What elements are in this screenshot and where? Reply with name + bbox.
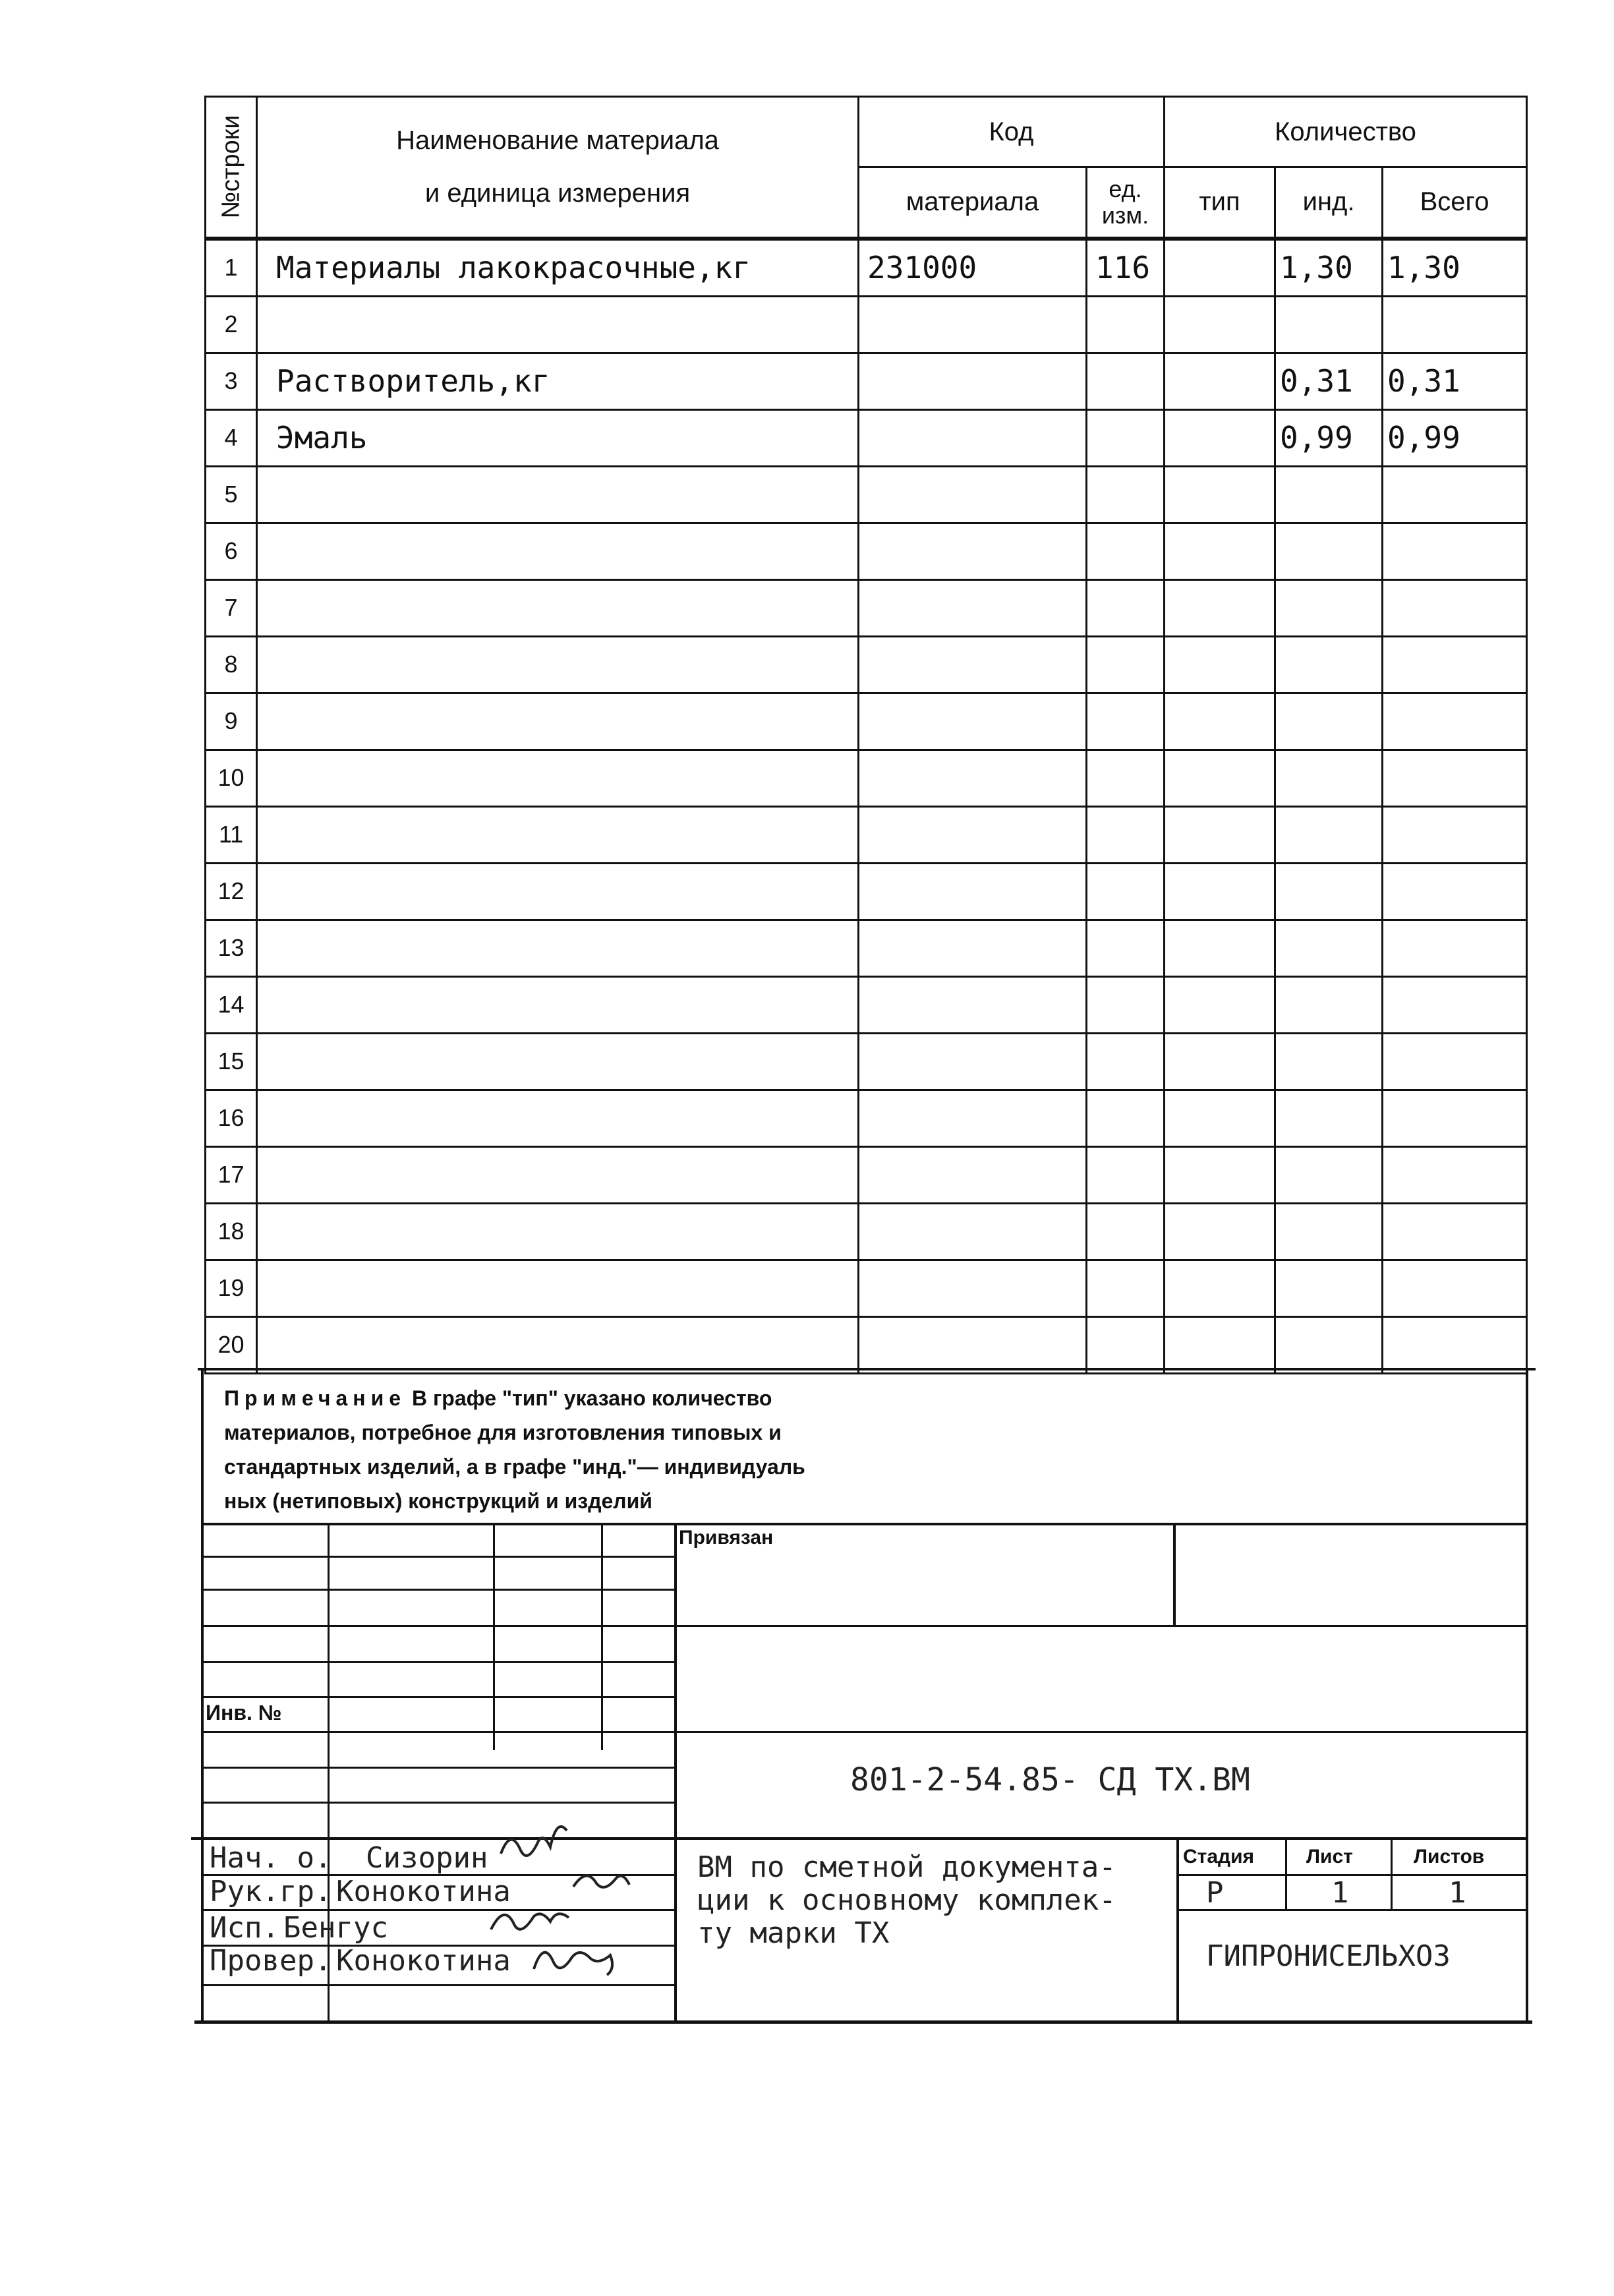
table-row	[206, 239, 1527, 297]
individual-quantity-cell	[1275, 1203, 1383, 1260]
individual-quantity-cell: 0,99	[1275, 409, 1383, 466]
description-line-3: ту марки ТХ	[697, 1916, 890, 1950]
individual-quantity-cell	[1275, 466, 1383, 523]
stage-value: Р	[1206, 1876, 1224, 1910]
individual-quantity-cell	[1275, 523, 1383, 579]
total-quantity-cell	[1383, 296, 1527, 353]
row-number-cell: 1	[206, 239, 257, 297]
note-text-line-2: материалов, потребное для изготовления типовых и	[224, 1421, 782, 1444]
material-code-cell	[859, 1033, 1087, 1090]
row-number-cell: 6	[206, 523, 257, 579]
type-quantity-cell	[1165, 239, 1275, 297]
material-code-cell	[859, 466, 1087, 523]
divider	[201, 1523, 1527, 1525]
note-text-line-1: В графе "тип" указано количество	[411, 1386, 772, 1410]
individual-quantity-cell	[1275, 1260, 1383, 1316]
unit-code-cell: 116	[1087, 239, 1165, 297]
material-name-cell	[257, 1033, 859, 1090]
unit-code-cell	[1087, 806, 1165, 863]
row-number-cell: 16	[206, 1090, 257, 1146]
total-quantity-cell	[1383, 1203, 1527, 1260]
row-number-cell: 19	[206, 1260, 257, 1316]
individual-quantity-cell	[1275, 296, 1383, 353]
material-name-cell	[257, 579, 859, 636]
row-number-header: №строки	[206, 97, 257, 239]
individual-quantity-cell: 1,30	[1275, 239, 1383, 297]
unit-code-header: ед. изм.	[1087, 167, 1165, 239]
sheet-value: 1	[1331, 1876, 1349, 1910]
signature-role-2: Рук.гр.	[210, 1875, 332, 1908]
signature-name-1: Сизорин	[366, 1841, 488, 1875]
total-quantity-cell	[1383, 523, 1527, 579]
stage-label: Стадия	[1183, 1846, 1255, 1868]
material-code-cell	[859, 1090, 1087, 1146]
total-quantity-cell	[1383, 579, 1527, 636]
individual-quantity-cell: 0,31	[1275, 353, 1383, 409]
divider	[201, 1589, 676, 1591]
unit-code-cell	[1087, 1316, 1165, 1373]
table-row	[206, 920, 1527, 976]
material-name-cell	[257, 1316, 859, 1373]
table-row	[206, 1090, 1527, 1146]
row-number-cell: 17	[206, 1146, 257, 1203]
row-number-cell: 7	[206, 579, 257, 636]
type-quantity-cell	[1165, 1203, 1275, 1260]
table-row	[206, 409, 1527, 466]
divider	[201, 1661, 676, 1663]
unit-code-cell	[1087, 523, 1165, 579]
note-text-line-4: ных (нетиповых) конструкций и изделий	[224, 1489, 652, 1513]
table-row	[206, 750, 1527, 806]
total-quantity-cell	[1383, 920, 1527, 976]
individual-quantity-cell	[1275, 1033, 1383, 1090]
total-quantity-cell: 0,31	[1383, 353, 1527, 409]
unit-code-cell	[1087, 409, 1165, 466]
divider	[201, 1625, 1527, 1627]
total-quantity-cell	[1383, 1260, 1527, 1316]
materials-table	[204, 96, 1528, 1374]
type-quantity-cell	[1165, 523, 1275, 579]
individual-quantity-cell	[1275, 976, 1383, 1033]
type-quantity-cell	[1165, 1316, 1275, 1373]
signature-name-3: Бенгус	[283, 1911, 388, 1945]
unit-code-cell	[1087, 920, 1165, 976]
unit-code-cell	[1087, 863, 1165, 920]
total-quantity-cell	[1383, 466, 1527, 523]
material-code-cell	[859, 579, 1087, 636]
type-quantity-cell	[1165, 1033, 1275, 1090]
material-name-cell	[257, 920, 859, 976]
unit-code-cell	[1087, 1033, 1165, 1090]
divider	[1176, 1874, 1527, 1876]
material-code-cell	[859, 1203, 1087, 1260]
row-number-cell: 5	[206, 466, 257, 523]
type-quantity-cell	[1165, 296, 1275, 353]
table-row	[206, 806, 1527, 863]
unit-code-cell	[1087, 1146, 1165, 1203]
divider	[201, 1767, 676, 1769]
total-quantity-cell: 1,30	[1383, 239, 1527, 297]
material-name-cell	[257, 1260, 859, 1316]
unit-code-cell	[1087, 1260, 1165, 1316]
type-quantity-cell	[1165, 1090, 1275, 1146]
material-name-cell	[257, 1146, 859, 1203]
type-quantity-cell	[1165, 1146, 1275, 1203]
material-name-cell	[257, 863, 859, 920]
table-row	[206, 1260, 1527, 1316]
material-code-cell	[859, 296, 1087, 353]
total-quantity-cell	[1383, 636, 1527, 693]
type-quantity-cell	[1165, 636, 1275, 693]
individual-quantity-cell	[1275, 806, 1383, 863]
unit-code-cell	[1087, 296, 1165, 353]
description-line-1: ВМ по сметной документа-	[697, 1850, 1116, 1884]
material-code-header: материала	[859, 167, 1087, 239]
material-name-cell	[257, 976, 859, 1033]
divider	[1176, 1909, 1527, 1911]
table-row	[206, 1033, 1527, 1090]
table-header	[206, 97, 1527, 239]
type-quantity-cell	[1165, 806, 1275, 863]
divider	[1391, 1837, 1393, 1910]
unit-code-cell	[1087, 353, 1165, 409]
individual-quantity-cell	[1275, 636, 1383, 693]
material-code-cell	[859, 806, 1087, 863]
individual-quantity-cell	[1275, 693, 1383, 750]
description-line-2: ции к основному комплек-	[697, 1883, 1116, 1917]
type-quantity-cell	[1165, 1260, 1275, 1316]
divider	[1285, 1837, 1287, 1910]
table-row	[206, 1203, 1527, 1260]
code-header: Код	[859, 97, 1165, 167]
type-quantity-cell	[1165, 579, 1275, 636]
note-heading: Примечание	[224, 1386, 407, 1410]
row-number-cell: 8	[206, 636, 257, 693]
individual-quantity-cell	[1275, 1090, 1383, 1146]
total-quantity-cell: 0,99	[1383, 409, 1527, 466]
type-quantity-cell	[1165, 920, 1275, 976]
material-name-cell	[257, 466, 859, 523]
type-quantity-cell	[1165, 466, 1275, 523]
unit-code-cell	[1087, 750, 1165, 806]
sheet-label: Лист	[1306, 1846, 1353, 1868]
material-name-header: Наименование материала и единица измерения	[257, 97, 859, 239]
unit-code-cell	[1087, 579, 1165, 636]
row-number-cell: 12	[206, 863, 257, 920]
material-code-cell	[859, 750, 1087, 806]
note	[224, 1381, 1180, 1518]
row-number-cell: 14	[206, 976, 257, 1033]
quantity-header: Количество	[1165, 97, 1527, 167]
total-quantity-cell	[1383, 1033, 1527, 1090]
signature-role-1: Нач. о.	[210, 1841, 332, 1875]
row-number-cell: 11	[206, 806, 257, 863]
material-code-cell	[859, 1146, 1087, 1203]
material-name-cell	[257, 693, 859, 750]
material-name-cell: Растворитель,кг	[257, 353, 859, 409]
divider	[1176, 1837, 1179, 2024]
total-quantity-cell	[1383, 1146, 1527, 1203]
material-code-cell	[859, 920, 1087, 976]
type-quantity-cell	[1165, 750, 1275, 806]
unit-code-cell	[1087, 466, 1165, 523]
row-number-cell: 9	[206, 693, 257, 750]
table-body	[206, 239, 1527, 1374]
unit-code-cell	[1087, 636, 1165, 693]
row-number-cell: 20	[206, 1316, 257, 1373]
unit-code-cell	[1087, 976, 1165, 1033]
total-quantity-cell	[1383, 806, 1527, 863]
divider	[198, 1368, 1536, 1370]
total-quantity-cell	[1383, 863, 1527, 920]
type-quantity-cell	[1165, 693, 1275, 750]
individual-quantity-cell	[1275, 750, 1383, 806]
material-code-cell	[859, 636, 1087, 693]
material-code-cell	[859, 976, 1087, 1033]
divider	[201, 1802, 676, 1804]
row-number-cell: 13	[206, 920, 257, 976]
handwritten-signatures	[488, 1821, 639, 1999]
inventory-label: Инв. №	[206, 1701, 282, 1724]
material-code-cell	[859, 1260, 1087, 1316]
note-text-line-3: стандартных изделий, а в графе "инд."— индивидуаль	[224, 1455, 805, 1479]
divider	[201, 1731, 1527, 1733]
divider	[191, 1837, 1528, 1840]
row-number-cell: 18	[206, 1203, 257, 1260]
individual-quantity-cell	[1275, 1316, 1383, 1373]
divider	[1526, 1368, 1528, 2024]
signature-role-3: Исп.	[210, 1911, 279, 1945]
total-quantity-cell	[1383, 750, 1527, 806]
row-number-cell: 15	[206, 1033, 257, 1090]
unit-code-cell	[1087, 1090, 1165, 1146]
table-row	[206, 636, 1527, 693]
individual-quantity-cell	[1275, 579, 1383, 636]
total-quantity-cell	[1383, 693, 1527, 750]
total-quantity-cell	[1383, 976, 1527, 1033]
individual-quantity-cell	[1275, 1146, 1383, 1203]
table-row	[206, 863, 1527, 920]
material-code-cell	[859, 353, 1087, 409]
individual-quantity-header: инд.	[1275, 167, 1383, 239]
table-row	[206, 976, 1527, 1033]
signature-name-2: Конокотина	[336, 1875, 511, 1908]
signature-role-4: Провер.	[210, 1944, 332, 1978]
table-row	[206, 466, 1527, 523]
table-row	[206, 579, 1527, 636]
divider	[194, 2020, 1532, 2024]
material-name-cell	[257, 523, 859, 579]
material-name-cell: Эмаль	[257, 409, 859, 466]
total-quantity-cell	[1383, 1316, 1527, 1373]
table-row	[206, 1316, 1527, 1373]
document-code: 801-2-54.85- СД ТХ.ВМ	[850, 1761, 1250, 1798]
signature-name-4: Конокотина	[336, 1944, 511, 1978]
unit-code-cell	[1087, 693, 1165, 750]
material-name-cell	[257, 1090, 859, 1146]
type-quantity-cell	[1165, 976, 1275, 1033]
material-name-cell	[257, 806, 859, 863]
material-name-cell: Материалы лакокрасочные,кг	[257, 239, 859, 297]
table-row	[206, 1146, 1527, 1203]
total-quantity-cell	[1383, 1090, 1527, 1146]
type-quantity-cell	[1165, 863, 1275, 920]
row-number-cell: 10	[206, 750, 257, 806]
divider	[201, 1696, 676, 1698]
divider	[674, 1523, 677, 2024]
row-number-cell: 2	[206, 296, 257, 353]
sheets-value: 1	[1449, 1876, 1466, 1910]
individual-quantity-cell	[1275, 863, 1383, 920]
material-code-cell	[859, 693, 1087, 750]
material-code-cell: 231000	[859, 239, 1087, 297]
material-name-cell	[257, 750, 859, 806]
table-row	[206, 296, 1527, 353]
type-quantity-cell	[1165, 353, 1275, 409]
material-code-cell	[859, 409, 1087, 466]
divider	[1173, 1523, 1176, 1627]
material-code-cell	[859, 523, 1087, 579]
table-row	[206, 693, 1527, 750]
individual-quantity-cell	[1275, 920, 1383, 976]
material-name-cell	[257, 636, 859, 693]
organization-name: ГИПРОНИСЕЛЬХОЗ	[1206, 1939, 1451, 1973]
row-number-cell: 3	[206, 353, 257, 409]
table-row	[206, 523, 1527, 579]
material-name-cell	[257, 1203, 859, 1260]
sheets-label: Листов	[1414, 1846, 1485, 1868]
material-code-cell	[859, 1316, 1087, 1373]
table-row	[206, 353, 1527, 409]
divider	[201, 1556, 676, 1558]
material-code-cell	[859, 863, 1087, 920]
bound-label: Привязан	[679, 1527, 774, 1548]
unit-code-cell	[1087, 1203, 1165, 1260]
type-quantity-header: тип	[1165, 167, 1275, 239]
material-name-cell	[257, 296, 859, 353]
type-quantity-cell	[1165, 409, 1275, 466]
row-number-cell: 4	[206, 409, 257, 466]
total-quantity-header: Всего	[1383, 167, 1527, 239]
